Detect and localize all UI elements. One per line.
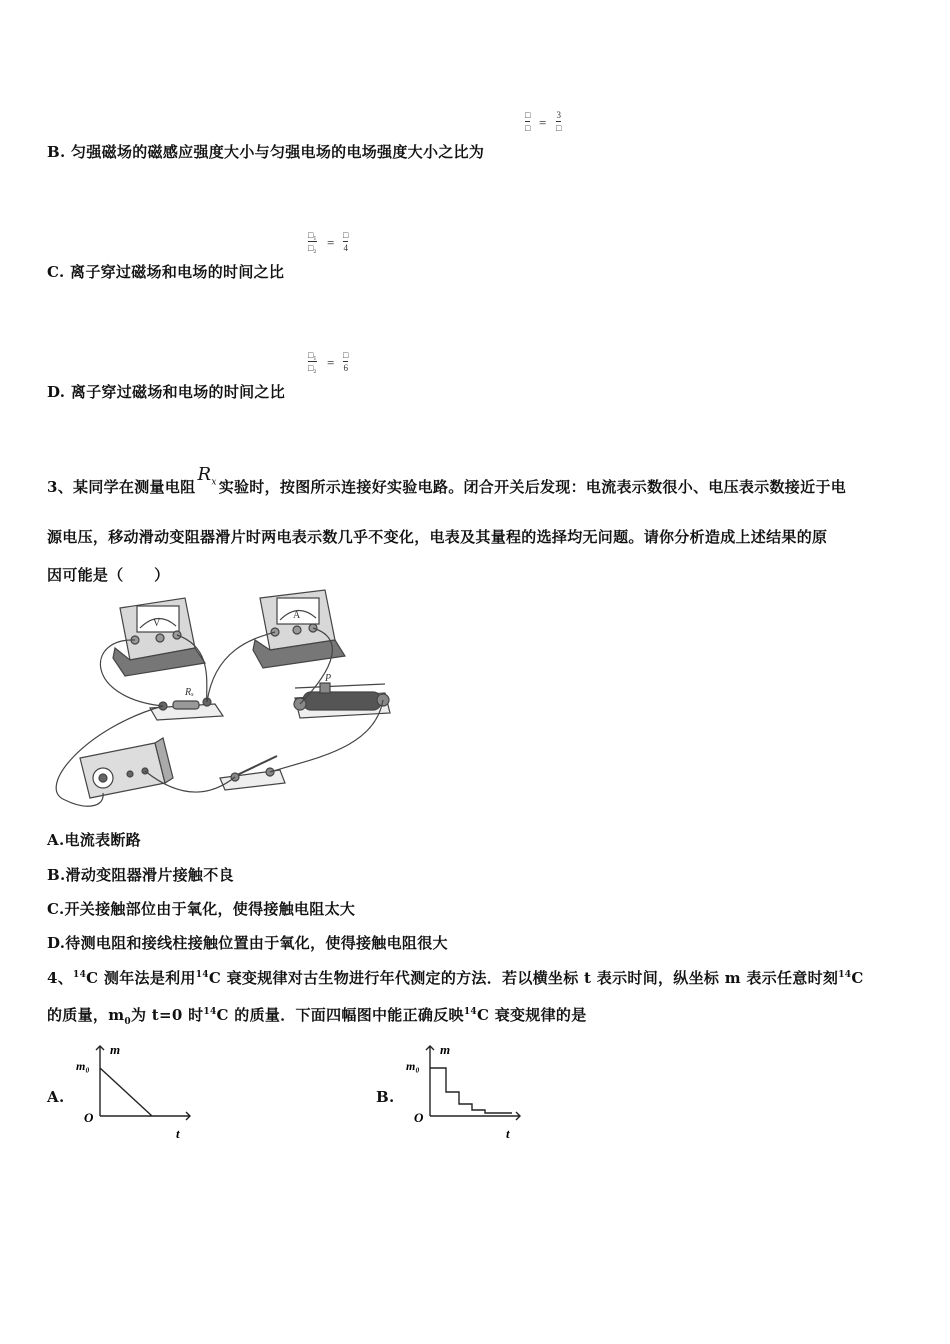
step-decay-line (430, 1068, 512, 1113)
formula-b-rhs: 3 □ (556, 110, 562, 133)
equals-sign: = (539, 115, 547, 130)
option-c-prev: C. 离子穿过磁场和电场的时间之比 (47, 263, 285, 281)
a-figure-label: A (293, 610, 301, 621)
rx-symbol: $R_x$ (197, 464, 217, 488)
q3-line3: 因可能是（ ） (47, 566, 170, 584)
rx-figure-label: Rₓ (185, 687, 194, 698)
x-axis-label: t (506, 1126, 510, 1141)
q4-line1: 4、$^{14}$C 测年法是利用$^{14}$C 衰变规律对古生物进行年代测定的方法．若以横坐标 t 表示时间，纵坐标 m 表示任意时刻$^{14}$C (47, 969, 864, 987)
formula-c-lhs: □₁ □₂ (308, 230, 317, 253)
p-figure-label: P (325, 673, 332, 684)
graph-b (402, 1038, 532, 1143)
option-d-prev: D. 离子穿过磁场和电场的时间之比 (47, 383, 286, 401)
v-figure-label: V (153, 618, 161, 629)
graph-a (72, 1038, 202, 1143)
q3-option-b[interactable]: B.滑动变阻器滑片接触不良 (47, 866, 234, 884)
option-label: B. (47, 143, 66, 161)
origin-label: O (414, 1110, 424, 1125)
x-axis-label: t (176, 1126, 180, 1141)
q4-line2: 的质量，$m_0$为 t=0 时$^{14}$C 的质量．下面四幅图中能正确反映$^{14}$C 衰变规律的是 (47, 1006, 587, 1027)
decay-line (100, 1068, 152, 1116)
option-text: 离子穿过磁场和电场的时间之比 (70, 263, 285, 281)
formula-c-rhs: □ 4 (343, 230, 349, 253)
q4-option-a-label[interactable]: A. (47, 1088, 65, 1106)
voltmeter (113, 598, 205, 676)
formula-d-lhs: □₁ □₂ (308, 350, 317, 373)
q3-option-c[interactable]: C.开关接触部位由于氧化，使得接触电阻太大 (47, 900, 356, 918)
m0-label: m₀ (76, 1059, 90, 1073)
option-text: 匀强磁场的磁感应强度大小与匀强电场的电场强度大小之比为 (71, 143, 485, 161)
equals-sign: = (327, 355, 335, 370)
m0-label: m₀ (406, 1059, 420, 1073)
y-axis-label: m (440, 1042, 451, 1057)
option-b-prev (47, 141, 484, 162)
q3-line2: 源电压，移动滑动变阻器滑片时两电表示数几乎不变化，电表及其量程的选择均无问题。请你分析造成上述结果的原 (47, 528, 828, 546)
origin-label: O (84, 1110, 94, 1125)
circuit-figure (45, 588, 400, 813)
y-axis-label: m (110, 1042, 121, 1057)
q3-option-a[interactable]: A.电流表断路 (47, 831, 141, 849)
formula-d-rhs: □ 6 (343, 350, 349, 373)
equals-sign: = (327, 235, 335, 250)
q3-option-d[interactable]: D.待测电阻和接线柱接触位置由于氧化，使得接触电阻很大 (47, 934, 448, 952)
q4-option-b-label[interactable]: B. (376, 1088, 395, 1106)
option-text: 离子穿过磁场和电场的时间之比 (70, 383, 286, 401)
formula-b-lhs: □ □ (525, 110, 531, 133)
q3-line1: 3、某同学在测量电阻$R_x$ 实验时，按图所示连接好实验电路。闭合开关后发现：电流表示数很小、电压表示数接近于电 (47, 464, 847, 496)
